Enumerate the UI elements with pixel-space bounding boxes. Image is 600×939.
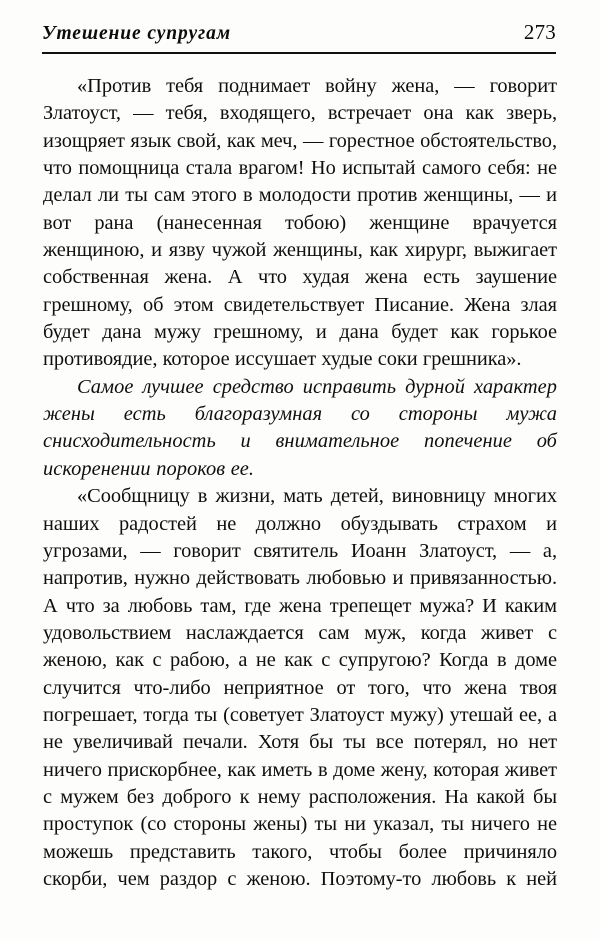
paragraph-quote-chrysostom-war: «Против тебя поднимает войну жена, — говорит Златоуст, — тебя, входящего, встречает она как зверь, изощряет язык свой, как меч, — горестное обстоятельство, что помощница стала врагом! Но испытай самого себя: не делал ли ты сам этого в молодости против женщины, — и вот рана (нанесенная тобою) женщине врачуется женщиною, и язву чужой женщины, как хирург, выжигает собственная жена. А что худая жена есть заушение грешному, об этом свидетельствует Писание. Жена злая будет дана мужу грешному, и дана будет как горькое противоядие, которое иссушает худые соки грешника». [43,75,557,371]
paragraph-quote-chrysostom-love: «Сообщницу в жизни, мать детей, виновницу многих наших радостей не должно обуздывать страхом и угрозами, — говорит святитель Иоанн Златоуст, — а, напротив, нужно действовать любовью и привязанностью. А что за любовь там, где жена трепещет мужа? И каким удовольствием наслаждается сам муж, когда живет с женою, как с рабою, а не как с супругою? Когда в доме случится что-либо неприятное от того, что жена твоя погрешает, тогда ты (советует Златоуст мужу) утешай ее, а не увеличивай печали. Хотя бы ты все потерял, но нет ничего прискорбнее, как иметь в доме жену, которая живет с мужем без доброго к нему расположения. На какой бы проступок (со стороны жены) ты ни указал, ты ничего не можешь представить такого, чтобы более причиняло скорби, чем раздор с женою. Поэтому-то любовь к ней [43,485,557,890]
header-divider-rule [42,52,556,54]
running-head-title: Утешение супругам [42,23,232,44]
paragraph-remedy-italic: Самое лучшее средство исправить дурной характер жены есть благоразумная со стороны мужа снисходительность и внимательное попечение об искоренении пороков ее. [43,375,557,480]
body-text-column [43,73,557,893]
page-number: 273 [523,20,556,44]
running-head [42,20,556,50]
